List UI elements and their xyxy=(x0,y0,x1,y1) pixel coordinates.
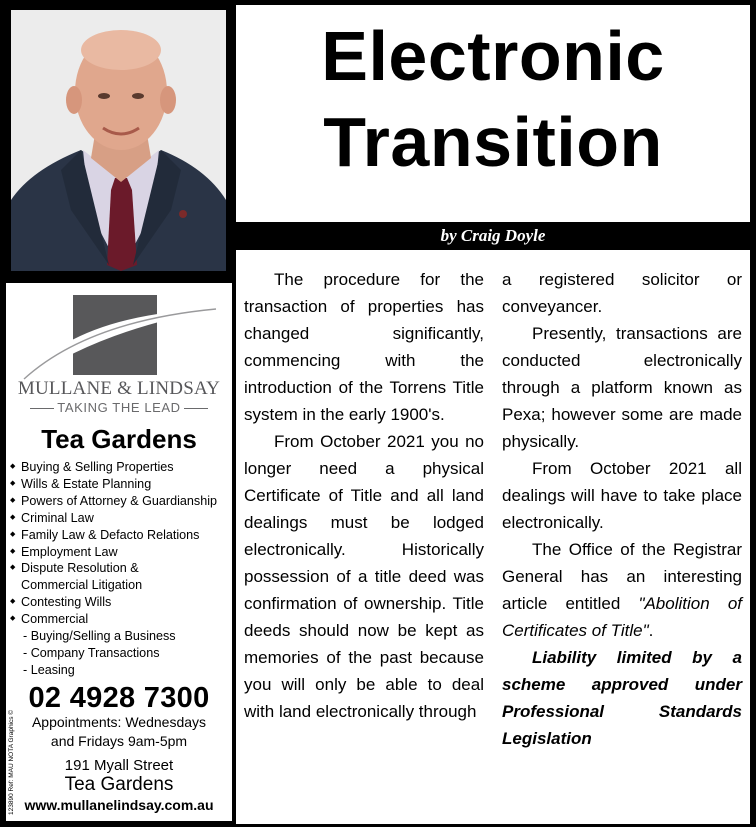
list-item: - Leasing xyxy=(23,662,75,677)
list-item: - Buying/Selling a Business xyxy=(23,629,176,644)
town-address: Tea Gardens xyxy=(64,774,174,795)
services-list xyxy=(9,459,217,679)
list-item: ◆ Contesting Wills xyxy=(9,594,217,611)
law-firm-advertisement xyxy=(5,282,233,822)
author-photo xyxy=(11,10,226,271)
list-item: ◆ Family Law & Defacto Relations xyxy=(9,527,217,544)
firm-tagline: TAKING THE LEAD xyxy=(6,400,232,415)
article-body xyxy=(236,250,750,824)
headline-box xyxy=(236,5,750,222)
byline: by Craig Doyle xyxy=(440,226,546,245)
list-item: ◆ Commercial xyxy=(9,611,217,628)
list-item: ◆ Powers of Attorney & Guardianship xyxy=(9,493,217,510)
paragraph: The procedure for the transaction of properties has changed significantly, commencing with the introduction of the Torrens Title system in the early 1900's. xyxy=(244,270,484,424)
paragraph: From October 2021 you no longer need a physical Certificate of Title and all land dealings must be lodged electronically. Historically possession of a title deed was confirmation of ownership. Title deeds should now be kept as memories of the past because you will only be able to deal with land electronically through xyxy=(244,432,484,721)
list-item: ◆ Wills & Estate Planning xyxy=(9,476,217,493)
office-location-heading: Tea Gardens xyxy=(41,424,197,454)
article-column-1 xyxy=(244,266,484,725)
liability-notice: Liability limited by a scheme approved under Professional Standards Legislation xyxy=(502,648,742,748)
list-item: - Company Transactions xyxy=(23,645,160,660)
list-item: ◆ Buying & Selling Properties xyxy=(9,459,217,476)
paragraph: Presently, transactions are conducted electronically through a platform known as Pexa; however some are made physically. xyxy=(502,324,742,451)
ad-credit: 123890 Ref: MAU NOTA Graphics © xyxy=(8,709,15,815)
paragraph: The Office of the Registrar General has an interesting article entitled "Abolition of Certificates of Title". xyxy=(502,540,742,640)
firm-name: MULLANE & LINDSAY xyxy=(17,378,221,399)
article-column-2 xyxy=(502,266,742,752)
article-headline: Electronic Transition xyxy=(321,17,665,181)
appointment-hours: Appointments: Wednesdays and Fridays 9am-5pm xyxy=(31,714,207,749)
list-item: ◆ Criminal Law xyxy=(9,510,217,527)
list-item: ◆ Employment Law xyxy=(9,544,217,561)
phone-number: 02 4928 7300 xyxy=(28,682,210,714)
paragraph: a registered solicitor or conveyancer. xyxy=(502,270,742,316)
list-item: Commercial Litigation xyxy=(21,578,143,593)
list-item: ◆ Dispute Resolution & xyxy=(9,560,217,577)
paragraph: From October 2021 all dealings will have to take place electronically. xyxy=(502,459,742,532)
firm-logo-swoosh xyxy=(18,291,218,381)
street-address: 191 Myall Street xyxy=(64,757,174,774)
website-link[interactable]: www.mullanelindsay.com.au xyxy=(24,797,214,813)
